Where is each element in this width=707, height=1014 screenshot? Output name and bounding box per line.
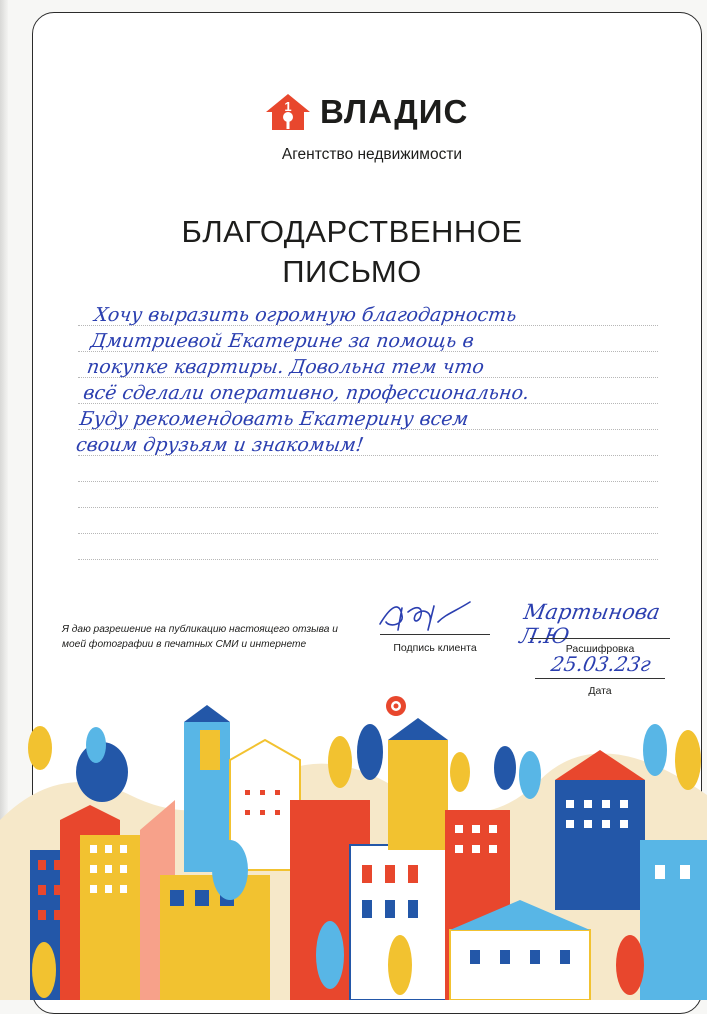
city-illustration [0, 700, 707, 1000]
signature-label: Подпись клиента [393, 642, 477, 654]
letter-line [60, 536, 644, 562]
letter-line: Дмитриевой Екатерине за помощь в [89, 330, 476, 352]
client-signature-icon [372, 594, 482, 639]
house-key-logo-icon [264, 92, 312, 132]
letter-line: Буду рекомендовать Екатерину всем [78, 408, 470, 430]
letter-line: Хочу выразить огромную благодарность [92, 304, 519, 326]
brand-name: ВЛАДИС [320, 93, 469, 130]
date-line [535, 678, 665, 679]
signature-line [380, 634, 490, 635]
letter-body [60, 302, 677, 562]
brand-subtitle: Агентство недвижимости [281, 146, 463, 163]
brand-logo [260, 92, 490, 132]
decoding-line [530, 638, 670, 639]
decoding-value: Мартынова Л.Ю [517, 600, 662, 648]
publication-consent: Я даю разрешение на публикацию настоящего отзыва и моей фотографии в печатных СМИ и интернете [62, 624, 338, 650]
letter-line: всё сделали оперативно, профессионально. [81, 382, 531, 404]
letter-line [67, 484, 651, 510]
letter-line: покупке квартиры. Довольна тем что [85, 356, 486, 378]
date-label: Дата [588, 685, 612, 697]
letter-line [63, 510, 647, 536]
letter-line: своим друзьям и знакомым! [74, 434, 366, 456]
page-title [132, 212, 572, 292]
decoding-label: Расшифровка [565, 643, 635, 655]
letter-line [71, 458, 655, 484]
logo-digit: 1 [284, 99, 292, 114]
title-line-2: ПИСЬМО [282, 254, 422, 289]
title-line-1: БЛАГОДАРСТВЕННОЕ [181, 214, 523, 249]
date-value: 25.03.23г [549, 652, 653, 676]
